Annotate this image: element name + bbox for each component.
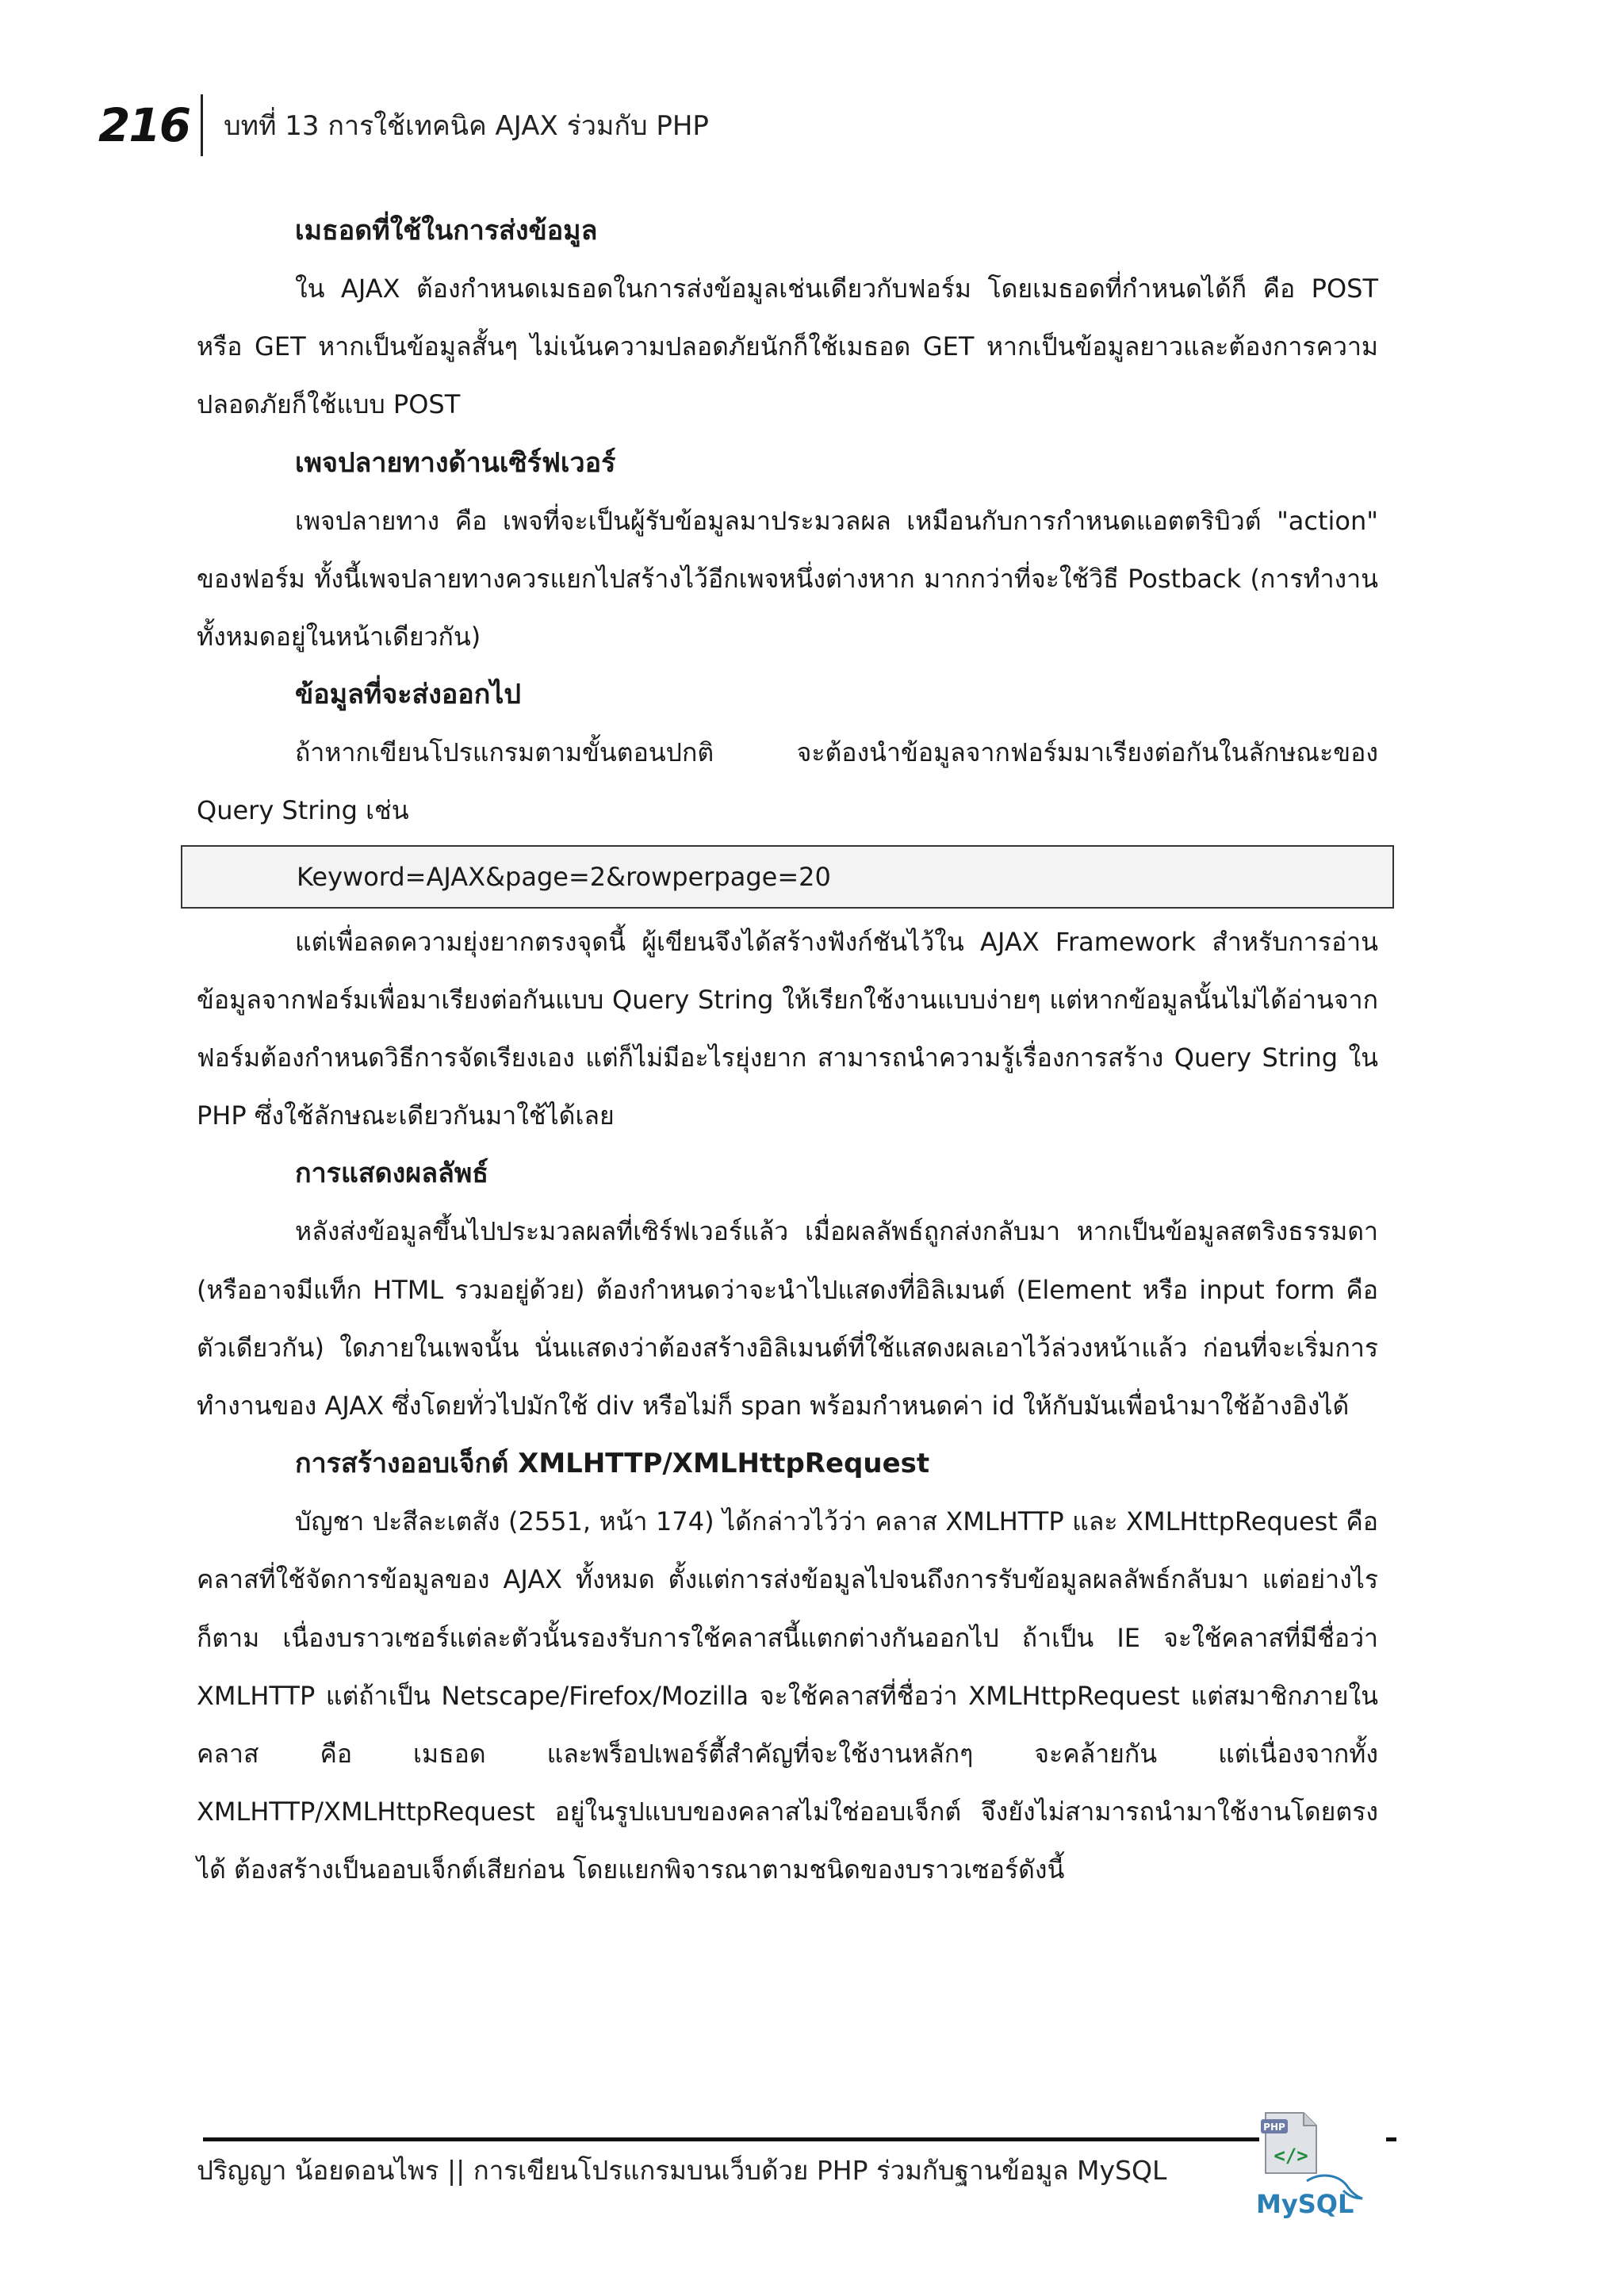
section-heading-target-page: เพจปลายทางด้านเซิร์ฟเวอร์ — [295, 446, 616, 479]
code-brackets-label: </> — [1274, 2145, 1308, 2167]
section-heading-method: เมธอดที่ใช้ในการส่งข้อมูล — [295, 215, 598, 247]
paragraph-xmlhttp: บัญชา ปะสีละเตสัง (2551, หน้า 174) ได้กล่าวไว้ว่า คลาส XMLHTTP และ XMLHttpRequest คือ คลาสที่ใช้จัดการข้อมูลของ AJAX ทั้งหมด ตั้งแต่การส่งข้อมูลไปจนถึงการรับข้อมูลผลลัพธ์กลับมา แต่อย่างไรก็ตาม เนื่องบราวเซอร์แต่ละตัวนั้นรองรับการใช้คลาสนี้แตกต่างกันออกไป ถ้าเป็น IE จะใช้คลาสที่มีชื่อว่า XMLHTTP แต่ถ้าเป็น Netscape/Firefox/Mozilla จะใช้คลาสที่ชื่อว่า XMLHttpRequest แต่สมาชิกภายในคลาส คือ เมธอด และพร็อปเพอร์ตี้สำคัญที่จะใช้งานหลักๆ จะคล้ายกัน แต่เนื่องจากทั้ง XMLHTTP/XMLHttpRequest อยู่ในรูปแบบของคลาสไม่ใช่ออบเจ็กต์ จึงยังไม่สามารถนำมาใช้งานโดยตรงได้ ต้องสร้างเป็นออบเจ็กต์เสียก่อน โดยแยกพิจารณาตามชนิดของบราวเซอร์ดังนี้ — [197, 1506, 1379, 1885]
footer-rule — [203, 2137, 1396, 2141]
query-string-example: Keyword=AJAX&page=2&rowperpage=20 — [181, 845, 1394, 909]
paragraph-target-page: เพจปลายทาง คือ เพจที่จะเป็นผู้รับข้อมูลมาประมวลผล เหมือนกับการกำหนดแอตตริบิวต์ "action" ของฟอร์ม ทั้งนี้เพจปลายทางควรแยกไปสร้างไว้อีกเพจหนึ่งต่างหาก มากกว่าที่จะใช้วิธี Postback (การทำงานทั้งหมดอยู่ในหน้าเดียวกัน) — [197, 505, 1378, 652]
section-heading-xmlhttp: การสร้างออบเจ็กต์ XMLHTTP/XMLHttpRequest — [295, 1448, 930, 1480]
header-divider — [201, 94, 203, 156]
paragraph-method: ใน AJAX ต้องกำหนดเมธอดในการส่งข้อมูลเช่นเดียวกับฟอร์ม โดยเมธอดที่กำหนดได้ก็ คือ POST หรือ GET หากเป็นข้อมูลสั้นๆ ไม่เน้นความปลอดภัยนักก็ใช้เมธอด GET หากเป็นข้อมูลยาวและต้องการความปลอดภัยก็ใช้แบบ POST — [197, 274, 1378, 420]
page-number: 216 — [98, 98, 190, 152]
php-badge-label: PHP — [1263, 2122, 1285, 2133]
section-heading-result: การแสดงผลลัพธ์ — [295, 1158, 489, 1190]
paragraph-framework: แต่เพื่อลดความยุ่งยากตรงจุดนี้ ผู้เขียนจึงได้สร้างฟังก์ชันไว้ใน AJAX Framework สำหรับการอ่านข้อมูลจากฟอร์มเพื่อมาเรียงต่อกันแบบ Query String ให้เรียกใช้งานแบบง่ายๆ แต่หากข้อมูลนั้นไม่ได้อ่านจากฟอร์มต้องกำหนดวิธีการจัดเรียงเอง แต่ก็ไม่มีอะไรยุ่งยาก สามารถนำความรู้เรื่องการสร้าง Query String ใน PHP ซึ่งใช้ลักษณะเดียวกันมาใช้ได้เลย — [197, 926, 1378, 1131]
paragraph-result: หลังส่งข้อมูลขึ้นไปประมวลผลที่เซิร์ฟเวอร์แล้ว เมื่อผลลัพธ์ถูกส่งกลับมา หากเป็นข้อมูลสตริงธรรมดา (หรืออาจมีแท็ก HTML รวมอยู่ด้วย) ต้องกำหนดว่าจะนำไปแสดงที่อิลิเมนต์ (Element หรือ input form คือ ตัวเดียวกัน) ใดภายในเพจนั้น นั่นแสดงว่าต้องสร้างอิลิเมนต์ที่ใช้แสดงผลเอาไว้ล่วงหน้าแล้ว ก่อนที่จะเริ่มการทำงานของ AJAX ซึ่งโดยทั่วไปมักใช้ div หรือไม่ก็ span พร้อมกำหนดค่า id ให้กับมันเพื่อนำมาใช้อ้างอิงได้ — [197, 1216, 1378, 1422]
footer-credit: ปริญญา น้อยดอนไพร || การเขียนโปรแกรมบนเว็บด้วย PHP ร่วมกับฐานข้อมูล MySQL — [197, 2155, 1167, 2186]
page-header — [98, 94, 709, 157]
section-heading-data-out: ข้อมูลที่จะส่งออกไป — [295, 679, 521, 711]
chapter-title: บทที่ 13 การใช้เทคนิค AJAX ร่วมกับ PHP — [224, 110, 709, 142]
paragraph-data-out: ถ้าหากเขียนโปรแกรมตามขั้นตอนปกติ จะต้องนำข้อมูลจากฟอร์มมาเรียงต่อกันในลักษณะของ Query String เช่น — [197, 737, 1378, 826]
page-body — [197, 202, 1378, 1900]
php-mysql-logo-icon — [1228, 2105, 1386, 2224]
mysql-wordmark: MySQL — [1256, 2189, 1354, 2219]
